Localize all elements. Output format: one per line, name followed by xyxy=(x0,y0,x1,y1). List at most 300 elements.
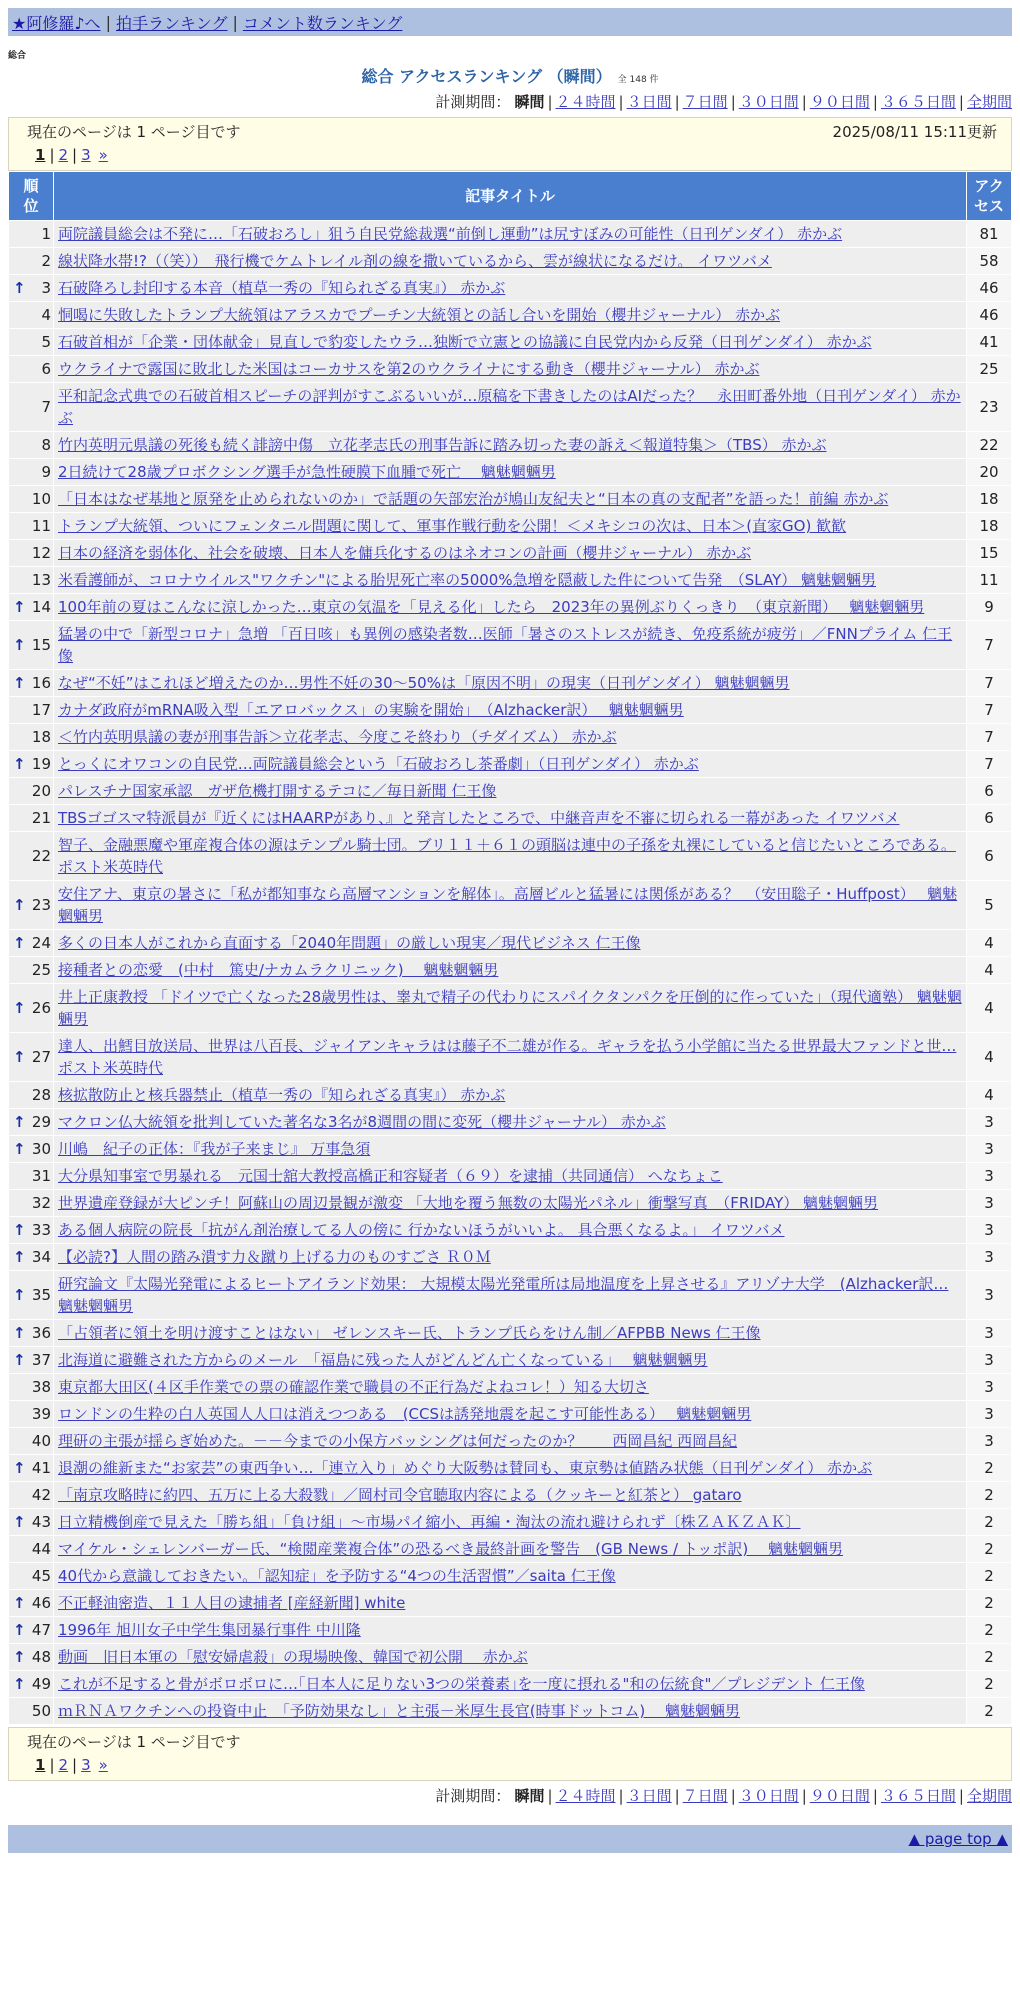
article-link[interactable]: 川嶋 紀子の正体：『我が子来まじ』 万事急須 xyxy=(58,1140,371,1158)
access-count: 7 xyxy=(967,697,1011,723)
nav-separator: | xyxy=(232,12,238,32)
article-link[interactable]: ロンドンの生粋の白人英国人人口は消えつつある (CCSは誘発地震を起こす可能性ある） 魑魅魍魎男 xyxy=(58,1405,752,1423)
title-cell xyxy=(54,486,966,512)
article-link[interactable]: 接種者との恋愛 (中村 篤史/ナカムラクリニック) 魑魅魍魎男 xyxy=(58,961,499,979)
title-cell xyxy=(54,275,966,301)
title-cell xyxy=(54,1033,966,1081)
article-link[interactable]: 日本の経済を弱体化、社会を破壊、日本人を傭兵化するのはネオコンの計画（櫻井ジャーナル） 赤かぶ xyxy=(58,544,752,562)
article-link[interactable]: 石破降ろし封印する本音（植草一秀の『知られざる真実』） 赤かぶ xyxy=(58,279,506,297)
title-cell xyxy=(54,957,966,983)
period-link[interactable]: ９０日間 xyxy=(809,1787,870,1805)
article-link[interactable]: 智子、金融悪魔や軍産複合体の源はテンプル騎士団。ブリ１１＋６１の頭脳は連中の子孫を丸裸にしていると信じたいところである。 ポスト米英時代 xyxy=(58,836,956,876)
access-count: 2 xyxy=(967,1671,1011,1697)
article-link[interactable]: 「南京攻略時に約四、五万に上る大殺戮」／岡村司令官聴取内容による（クッキーと紅茶と） gataro xyxy=(58,1486,742,1504)
table-row xyxy=(9,1590,1011,1616)
article-link[interactable]: なぜ“不妊”はこれほど増えたのか…男性不妊の30～50%は「原因不明」の現実（日刊ゲンダイ） 魑魅魍魎男 xyxy=(58,674,790,692)
article-link[interactable]: 東京都大田区(４区手作業での票の確認作業で職員の不正行為だよねコレ！）知る大切さ xyxy=(58,1378,649,1396)
table-row xyxy=(9,329,1011,355)
title-cell xyxy=(54,1320,966,1346)
page-top-link[interactable]: ▲ page top ▲ xyxy=(908,1830,1008,1848)
rank-number: 5 xyxy=(41,333,51,351)
page-status: 現在のページは 1 ページ目です xyxy=(27,123,241,141)
article-link[interactable]: 40代から意識しておきたい。「認知症」を予防する“4つの生活習慣”／saita 仁王像 xyxy=(58,1567,616,1585)
table-row xyxy=(9,1217,1011,1243)
nav-link-comment-ranking[interactable]: コメント数ランキング xyxy=(242,13,403,33)
article-link[interactable]: ＜竹内英明県議の妻が刑事告訴＞立花孝志、今度こそ終わり（チダイズム） 赤かぶ xyxy=(58,728,617,746)
title-cell xyxy=(54,832,966,880)
page-link-2[interactable]: 2 xyxy=(58,146,69,164)
header-access: アクセス xyxy=(967,172,1011,220)
article-link[interactable]: ある個人病院の院長「抗がん剤治療してる人の傍に 行かないほうがいいよ。 具合悪くなるよ。」 イワツバメ xyxy=(58,1221,785,1239)
access-count: 3 xyxy=(967,1190,1011,1216)
table-row xyxy=(9,486,1011,512)
rank-number: 12 xyxy=(31,544,51,562)
arrow-up-icon: ↑ xyxy=(13,934,26,952)
title-cell xyxy=(54,1347,966,1373)
table-row xyxy=(9,1671,1011,1697)
access-count: 7 xyxy=(967,670,1011,696)
period-link[interactable]: ３日間 xyxy=(626,93,672,111)
table-row xyxy=(9,1190,1011,1216)
rank-cell xyxy=(9,1271,53,1319)
rank-cell xyxy=(9,302,53,328)
rank-number: 30 xyxy=(31,1140,51,1158)
article-link[interactable]: 100年前の夏はこんなに涼しかった…東京の気温を「見える化」したら 2023年の異例ぶりくっきり （東京新聞） 魑魅魍魎男 xyxy=(58,598,925,616)
table-row xyxy=(9,275,1011,301)
arrow-up-icon: ↑ xyxy=(13,1513,26,1531)
rank-number: 33 xyxy=(31,1221,51,1239)
access-count: 7 xyxy=(967,621,1011,669)
table-row xyxy=(9,1374,1011,1400)
article-link[interactable]: 線状降水帯!?（（笑）） 飛行機でケムトレイル剤の線を撒いているから、雲が線状になるだけ。 イワツバメ xyxy=(58,252,772,270)
article-link[interactable]: TBSゴゴスマ特派員が『近くにはHAARPがあり、』と発言したところで、中継音声を不審に切られる一幕があった イワツバメ xyxy=(58,809,900,827)
access-count: 3 xyxy=(967,1244,1011,1270)
arrow-up-icon: ↑ xyxy=(13,636,26,654)
rank-number: 26 xyxy=(31,999,51,1017)
pager-bottom xyxy=(8,1727,1012,1781)
article-link[interactable]: 核拡散防止と核兵器禁止（植草一秀の『知られざる真実』） 赤かぶ xyxy=(58,1086,506,1104)
article-link[interactable]: 井上正康教授 「ドイツで亡くなった28歳男性は、睾丸で精子の代わりにスパイクタンパクを圧倒的に作っていた」（現代適塾） 魑魅魍魎男 xyxy=(58,988,962,1028)
rank-cell xyxy=(9,329,53,355)
article-link[interactable]: 2日続けて28歳プロボクシング選手が急性硬膜下血腫で死亡 魑魅魍魎男 xyxy=(58,463,556,481)
page-current: 1 xyxy=(35,146,46,164)
title-cell xyxy=(54,724,966,750)
rank-number: 24 xyxy=(31,934,51,952)
access-count: 22 xyxy=(967,432,1011,458)
rank-number: 15 xyxy=(31,636,51,654)
access-count: 18 xyxy=(967,513,1011,539)
period-link[interactable]: ３０日間 xyxy=(738,93,799,111)
article-link[interactable]: 平和記念式典での石破首相スピーチの評判がすこぶるいいが…原稿を下書きしたのはAIだった？ 永田町番外地（日刊ゲンダイ） 赤かぶ xyxy=(58,387,961,427)
period-separator: | xyxy=(618,93,624,111)
rank-number: 16 xyxy=(31,674,51,692)
rank-number: 1 xyxy=(41,225,51,243)
access-count: 4 xyxy=(967,930,1011,956)
article-link[interactable]: 米看護師が、コロナウイルス"ワクチン"による胎児死亡率の5000%急増を隠蔽した件について告発 （SLAY） 魑魅魍魎男 xyxy=(58,571,877,589)
article-link[interactable]: マクロン仏大統領を批判していた著名な3名が8週間の間に変死（櫻井ジャーナル） 赤かぶ xyxy=(58,1113,666,1131)
rank-number: 19 xyxy=(31,755,51,773)
rank-number: 7 xyxy=(41,398,51,416)
period-link[interactable]: ９０日間 xyxy=(809,93,870,111)
table-row xyxy=(9,1563,1011,1589)
article-link[interactable]: マイケル・シェレンバーガー氏、“検閲産業複合体”の恐るべき最終計画を警告 (GB News / トッポ訳) 魑魅魍魎男 xyxy=(58,1540,843,1558)
table-row xyxy=(9,805,1011,831)
access-count: 4 xyxy=(967,957,1011,983)
table-row xyxy=(9,1455,1011,1481)
access-count: 2 xyxy=(967,1536,1011,1562)
rank-cell xyxy=(9,621,53,669)
page-next-link[interactable]: » xyxy=(98,1756,108,1774)
article-link[interactable]: 「占領者に領土を明け渡すことはない」 ゼレンスキー氏、トランプ氏らをけん制／AFPBB News 仁王像 xyxy=(58,1324,761,1342)
period-link[interactable]: ３６５日間 xyxy=(880,93,956,111)
rank-number: 25 xyxy=(31,961,51,979)
rank-cell xyxy=(9,1536,53,1562)
rank-number: 23 xyxy=(31,896,51,914)
access-count: 3 xyxy=(967,1428,1011,1454)
nav-link-applause-ranking[interactable]: 拍手ランキング xyxy=(115,13,228,33)
period-label: 計測期間： xyxy=(435,93,511,111)
period-current: 瞬間 xyxy=(514,1787,545,1805)
table-row xyxy=(9,621,1011,669)
period-separator: | xyxy=(730,1787,736,1805)
access-count: 18 xyxy=(967,486,1011,512)
table-row xyxy=(9,1271,1011,1319)
table-row xyxy=(9,1136,1011,1162)
rank-cell xyxy=(9,356,53,382)
access-count: 15 xyxy=(967,540,1011,566)
table-row xyxy=(9,1617,1011,1643)
arrow-up-icon: ↑ xyxy=(13,1140,26,1158)
period-separator: | xyxy=(958,93,964,111)
article-link[interactable]: トランプ大統領、ついにフェンタニル問題に関して、軍事作戦行動を公開！＜メキシコの次は、日本＞(直家GO) 歓歓 xyxy=(58,517,847,535)
page-link-2[interactable]: 2 xyxy=(58,1756,69,1774)
title-cell xyxy=(54,881,966,929)
rank-number: 27 xyxy=(31,1048,51,1066)
rank-number: 20 xyxy=(31,782,51,800)
title-cell xyxy=(54,1190,966,1216)
period-separator: | xyxy=(801,1787,807,1805)
article-link[interactable]: 多くの日本人がこれから直面する「2040年問題」の厳しい現実／現代ビジネス 仁王像 xyxy=(58,934,641,952)
page-current: 1 xyxy=(35,1756,46,1774)
rank-number: 36 xyxy=(31,1324,51,1342)
title-cell xyxy=(54,248,966,274)
article-link[interactable]: 北海道に避難された方からのメール 「福島に残った人がどんどん亡くなっている」 魑魅魍魎男 xyxy=(58,1351,708,1369)
arrow-up-icon: ↑ xyxy=(13,1113,26,1131)
rank-cell xyxy=(9,459,53,485)
rank-cell xyxy=(9,1698,53,1724)
table-row xyxy=(9,594,1011,620)
rank-cell xyxy=(9,1617,53,1643)
arrow-up-icon: ↑ xyxy=(13,1621,26,1639)
header-title: 記事タイトル xyxy=(54,172,966,220)
rank-cell xyxy=(9,275,53,301)
rank-cell xyxy=(9,486,53,512)
table-row xyxy=(9,302,1011,328)
arrow-up-icon: ↑ xyxy=(13,1594,26,1612)
article-link[interactable]: 両院議員総会は不発に…「石破おろし」狙う自民党総裁選“前倒し運動”は尻すぼみの可能性（日刊ゲンダイ） 赤かぶ xyxy=(58,225,843,243)
rank-number: 32 xyxy=(31,1194,51,1212)
title-cell xyxy=(54,805,966,831)
table-row xyxy=(9,221,1011,247)
title-cell xyxy=(54,1082,966,1108)
access-count: 6 xyxy=(967,832,1011,880)
table-row xyxy=(9,881,1011,929)
title-cell xyxy=(54,356,966,382)
access-count: 7 xyxy=(967,751,1011,777)
table-row xyxy=(9,778,1011,804)
access-count: 7 xyxy=(967,724,1011,750)
arrow-up-icon: ↑ xyxy=(13,1048,26,1066)
nav-link-asyura[interactable]: ★阿修羅♪へ xyxy=(12,13,101,33)
rank-number: 35 xyxy=(31,1286,51,1304)
rank-number: 21 xyxy=(31,809,51,827)
rank-cell xyxy=(9,1217,53,1243)
article-link[interactable]: 動画 旧日本軍の「慰安婦虐殺」の現場映像、韓国で初公開 赤かぶ xyxy=(58,1648,528,1666)
rank-cell xyxy=(9,805,53,831)
period-separator: | xyxy=(872,93,878,111)
access-count: 3 xyxy=(967,1217,1011,1243)
rank-cell xyxy=(9,1428,53,1454)
access-count: 2 xyxy=(967,1698,1011,1724)
access-count: 81 xyxy=(967,221,1011,247)
rank-cell xyxy=(9,1563,53,1589)
updated-timestamp: 2025/08/11 15:11更新 xyxy=(832,123,997,141)
title-cell xyxy=(54,567,966,593)
title-cell xyxy=(54,221,966,247)
article-link[interactable]: 猛暑の中で「新型コロナ」急増 「百日咳」も異例の感染者数…医師「暑さのストレスが続き、免疫系統が疲労」／FNNプライム 仁王像 xyxy=(58,625,953,665)
rank-number: 22 xyxy=(31,847,51,865)
article-link[interactable]: 日立精機倒産で見えた「勝ち組」「負け組」～市場パイ縮小、再編・淘汰の流れ避けられず〔株ＺＡＫＺＡＫ〕 xyxy=(58,1513,801,1531)
article-link[interactable]: 「日本はなぜ基地と原発を止められないのか」で話題の矢部宏治が鳩山友紀夫と“日本の真の支配者”を語った！前編 赤かぶ xyxy=(58,490,889,508)
total-count: 全 148 件 xyxy=(617,75,659,85)
table-row xyxy=(9,832,1011,880)
article-link[interactable]: 大分県知事室で男暴れる 元国士舘大教授高橋正和容疑者（６９）を逮捕（共同通信） へなちょこ xyxy=(58,1167,723,1185)
table-row xyxy=(9,567,1011,593)
table-row xyxy=(9,1536,1011,1562)
table-row xyxy=(9,1163,1011,1189)
access-count: 4 xyxy=(967,1033,1011,1081)
table-row xyxy=(9,1401,1011,1427)
title-cell xyxy=(54,1644,966,1670)
period-link[interactable]: ２４時間 xyxy=(555,1787,616,1805)
table-row xyxy=(9,957,1011,983)
arrow-up-icon: ↑ xyxy=(13,1248,26,1266)
page-link-3[interactable]: 3 xyxy=(81,1756,91,1774)
arrow-up-icon: ↑ xyxy=(13,1648,26,1666)
title-cell xyxy=(54,1536,966,1562)
period-separator: | xyxy=(872,1787,878,1805)
table-row xyxy=(9,1033,1011,1081)
article-link[interactable]: パレスチナ国家承認 ガザ危機打開するテコに／毎日新聞 仁王像 xyxy=(58,782,497,800)
period-selector-top xyxy=(8,91,1012,113)
period-link[interactable]: 全期間 xyxy=(966,93,1012,111)
title-cell xyxy=(54,1698,966,1724)
table-row xyxy=(9,697,1011,723)
rank-cell xyxy=(9,221,53,247)
article-link[interactable]: 研究論文『太陽光発電によるヒートアイランド効果： 大規模太陽光発電所は局地温度を上昇させる』アリゾナ大学 (Alzhacker訳… 魑魅魍魎男 xyxy=(58,1275,949,1315)
arrow-up-icon: ↑ xyxy=(13,1324,26,1342)
article-link[interactable]: とっくにオワコンの自民党…両院議員総会という「石破おろし茶番劇」（日刊ゲンダイ） 赤かぶ xyxy=(58,755,699,773)
title-cell xyxy=(54,1401,966,1427)
rank-number: 9 xyxy=(41,463,51,481)
rank-number: 11 xyxy=(31,517,51,535)
title-cell xyxy=(54,459,966,485)
period-link[interactable]: 全期間 xyxy=(966,1787,1012,1805)
title-cell xyxy=(54,1617,966,1643)
rank-number: 41 xyxy=(31,1459,51,1477)
rank-cell xyxy=(9,670,53,696)
page-title xyxy=(0,64,1020,87)
table-row xyxy=(9,984,1011,1032)
article-link[interactable]: 不正軽油密造、１１人目の逮捕者 [産経新聞] white xyxy=(58,1594,406,1612)
rank-number: 47 xyxy=(31,1621,51,1639)
title-cell xyxy=(54,984,966,1032)
nav-separator: | xyxy=(105,12,111,32)
arrow-up-icon: ↑ xyxy=(13,1675,26,1693)
arrow-up-icon: ↑ xyxy=(13,999,26,1017)
rank-number: 10 xyxy=(31,490,51,508)
table-row xyxy=(9,459,1011,485)
rank-cell xyxy=(9,697,53,723)
article-link[interactable]: 1996年 旭川女子中学生集団暴行事件 中川隆 xyxy=(58,1621,361,1639)
rank-cell xyxy=(9,1374,53,1400)
title-cell xyxy=(54,1563,966,1589)
access-count: 2 xyxy=(967,1590,1011,1616)
title-cell xyxy=(54,1455,966,1481)
period-link[interactable]: ７日間 xyxy=(682,93,728,111)
rank-cell xyxy=(9,1109,53,1135)
article-link[interactable]: ウクライナで露国に敗北した米国はコーカサスを第2のウクライナにする動き（櫻井ジャーナル） 赤かぶ xyxy=(58,360,760,378)
arrow-up-icon: ↑ xyxy=(13,1459,26,1477)
rank-number: 8 xyxy=(41,436,51,454)
rank-cell xyxy=(9,778,53,804)
access-count: 4 xyxy=(967,1082,1011,1108)
period-link[interactable]: ３日間 xyxy=(626,1787,672,1805)
table-row xyxy=(9,356,1011,382)
period-link[interactable]: ７日間 xyxy=(682,1787,728,1805)
title-cell xyxy=(54,1590,966,1616)
access-count: 2 xyxy=(967,1482,1011,1508)
category-label: 総合 xyxy=(8,51,27,61)
period-separator: | xyxy=(958,1787,964,1805)
table-row xyxy=(9,670,1011,696)
arrow-up-icon: ↑ xyxy=(13,598,26,616)
title-cell xyxy=(54,621,966,669)
rank-number: 18 xyxy=(31,728,51,746)
access-count: 46 xyxy=(967,302,1011,328)
rank-number: 42 xyxy=(31,1486,51,1504)
article-link[interactable]: ｍＲＮＡワクチンへの投資中止 「予防効果なし」と主張－米厚生長官(時事ドットコム) 魑魅魍魎男 xyxy=(58,1702,741,1720)
access-count: 2 xyxy=(967,1455,1011,1481)
period-separator: | xyxy=(547,93,553,111)
rank-number: 31 xyxy=(31,1167,51,1185)
title-cell xyxy=(54,1244,966,1270)
table-row xyxy=(9,432,1011,458)
article-link[interactable]: 石破首相が「企業・団体献金」見直しで豹変したウラ…独断で立憲との協議に自民党内から反発（日刊ゲンダイ） 赤かぶ xyxy=(58,333,872,351)
article-link[interactable]: 退潮の維新また“お家芸”の東西争い…「連立入り」めぐり大阪勢は賛同も、東京勢は値踏み状態（日刊ゲンダイ） 赤かぶ xyxy=(58,1459,873,1477)
title-cell xyxy=(54,1109,966,1135)
access-count: 9 xyxy=(967,594,1011,620)
access-count: 46 xyxy=(967,275,1011,301)
table-row xyxy=(9,1644,1011,1670)
period-separator: | xyxy=(547,1787,553,1805)
table-row xyxy=(9,1428,1011,1454)
article-link[interactable]: 理研の主張が揺らぎ始めた。－－今までの小保方バッシングは何だったのか？ 西岡昌紀 西岡昌紀 xyxy=(58,1432,738,1450)
article-link[interactable]: 世界遺産登録が大ピンチ！阿蘇山の周辺景観が激変 「大地を覆う無数の太陽光パネル」衝撃写真 （FRIDAY） 魑魅魍魎男 xyxy=(58,1194,879,1212)
access-count: 3 xyxy=(967,1271,1011,1319)
access-count: 3 xyxy=(967,1401,1011,1427)
page-next-link[interactable]: » xyxy=(98,146,108,164)
rank-cell xyxy=(9,1455,53,1481)
article-link[interactable]: 達人、出鱈目放送局、世界は八百長、ジャイアンキャラはは藤子不二雄が作る。ギャラを払う小学館に当たる世界最大ファンドと世… ポスト米英時代 xyxy=(58,1037,957,1077)
rank-number: 4 xyxy=(41,306,51,324)
access-count: 23 xyxy=(967,383,1011,431)
period-link[interactable]: ３６５日間 xyxy=(880,1787,956,1805)
rank-number: 39 xyxy=(31,1405,51,1423)
table-row xyxy=(9,1698,1011,1724)
table-row xyxy=(9,248,1011,274)
access-count: 3 xyxy=(967,1374,1011,1400)
access-count: 6 xyxy=(967,778,1011,804)
rank-cell xyxy=(9,724,53,750)
title-cell xyxy=(54,697,966,723)
table-row xyxy=(9,751,1011,777)
period-link[interactable]: ２４時間 xyxy=(555,93,616,111)
rank-number: 28 xyxy=(31,1086,51,1104)
title-cell xyxy=(54,1217,966,1243)
rank-cell xyxy=(9,930,53,956)
header-rank: 順位 xyxy=(9,172,53,220)
table-row xyxy=(9,930,1011,956)
access-count: 20 xyxy=(967,459,1011,485)
arrow-up-icon: ↑ xyxy=(13,755,26,773)
article-link[interactable]: 竹内英明元県議の死後も続く誹謗中傷 立花孝志氏の刑事告訴に踏み切った妻の訴え＜報道特集＞（TBS） 赤かぶ xyxy=(58,436,827,454)
article-link[interactable]: 【必読?】人間の踏み潰す力＆蹴り上げる力のものすごさ Ｒ０Ｍ xyxy=(58,1248,491,1266)
rank-number: 13 xyxy=(31,571,51,589)
article-link[interactable]: これが不足すると骨がボロボロに…｢日本人に足りない3つの栄養素｣を一度に摂れる"和の伝統食"／プレジデント 仁王像 xyxy=(58,1675,865,1693)
page-link-3[interactable]: 3 xyxy=(81,146,91,164)
table-row xyxy=(9,1347,1011,1373)
title-cell xyxy=(54,594,966,620)
rank-number: 40 xyxy=(31,1432,51,1450)
rank-number: 2 xyxy=(41,252,51,270)
title-cell xyxy=(54,329,966,355)
access-count: 3 xyxy=(967,1163,1011,1189)
page-title-text: 総合 アクセスランキング （瞬間） xyxy=(361,67,612,86)
rank-number: 6 xyxy=(41,360,51,378)
access-count: 25 xyxy=(967,356,1011,382)
access-count: 2 xyxy=(967,1563,1011,1589)
rank-number: 45 xyxy=(31,1567,51,1585)
article-link[interactable]: 安住アナ、東京の暑さに「私が都知事なら高層マンションを解体」。高層ビルと猛暑には関係がある？ （安田聡子・Huffpost） 魑魅魍魎男 xyxy=(58,885,958,925)
rank-cell xyxy=(9,957,53,983)
article-link[interactable]: 恫喝に失敗したトランプ大統領はアラスカでプーチン大統領との話し合いを開始（櫻井ジャーナル） 赤かぶ xyxy=(58,306,781,324)
rank-cell xyxy=(9,984,53,1032)
access-count: 5 xyxy=(967,881,1011,929)
rank-number: 38 xyxy=(31,1378,51,1396)
title-cell xyxy=(54,1163,966,1189)
access-count: 4 xyxy=(967,984,1011,1032)
table-row xyxy=(9,1244,1011,1270)
title-cell xyxy=(54,383,966,431)
table-row xyxy=(9,1082,1011,1108)
rank-cell xyxy=(9,1590,53,1616)
rank-cell xyxy=(9,1082,53,1108)
title-cell xyxy=(54,302,966,328)
period-link[interactable]: ３０日間 xyxy=(738,1787,799,1805)
article-link[interactable]: カナダ政府がmRNA吸入型「エアロバックス」の実験を開始」 （Alzhacker訳） 魑魅魍魎男 xyxy=(58,701,684,719)
rank-number: 50 xyxy=(31,1702,51,1720)
